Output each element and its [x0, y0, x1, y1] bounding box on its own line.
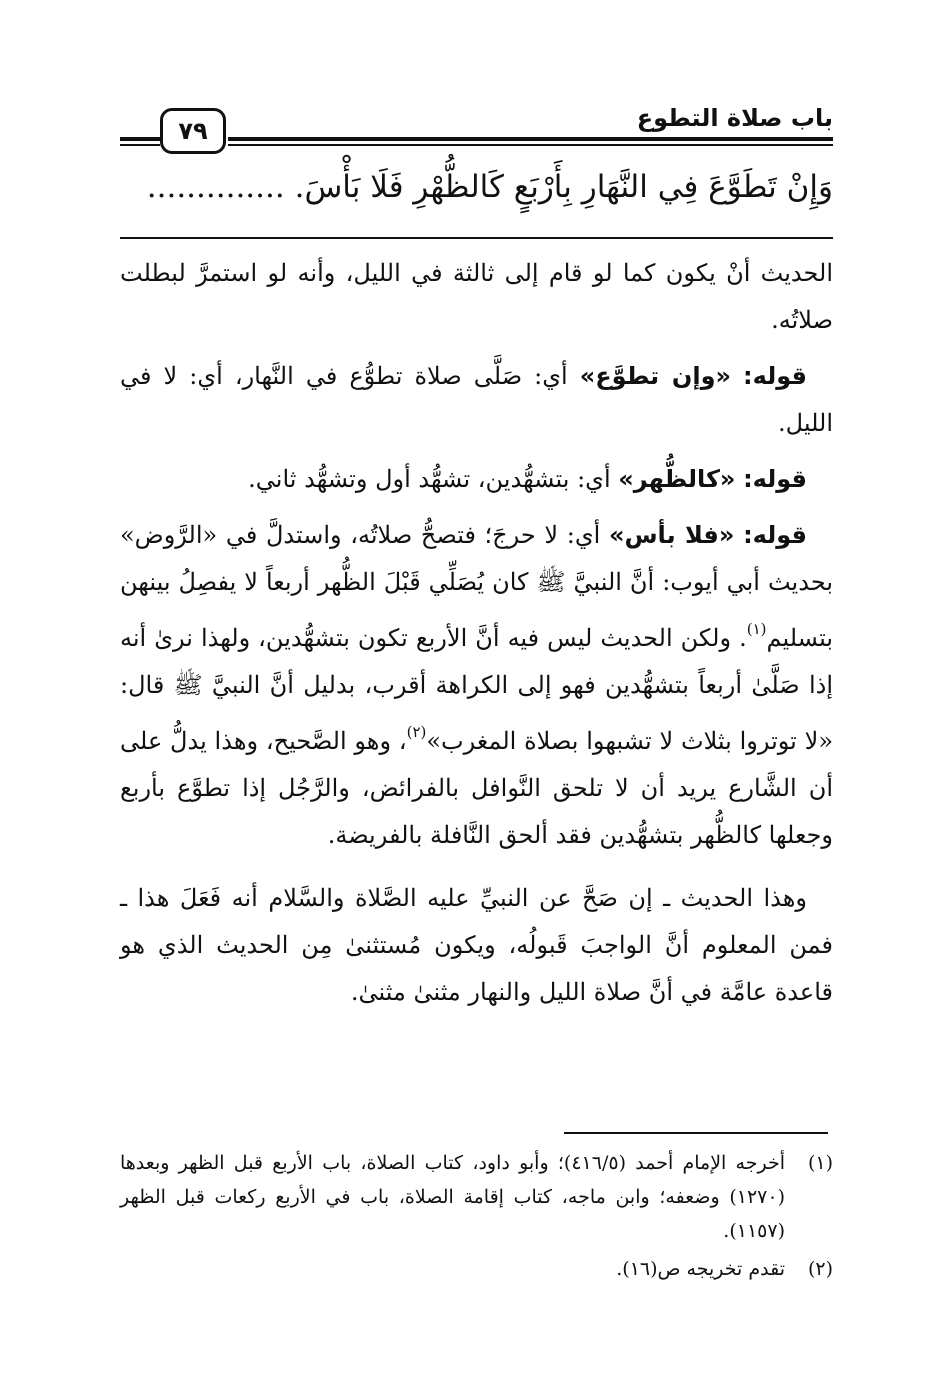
paragraph-4-text-a: أي: لا حرجَ؛ فتصحُّ صلاتُه، واستدلَّ في «الرَّوض» بحديث أبي أيوب: أنَّ النبيَّ ﷺ كان يُصَلِّي قَبْلَ الظُّهر أربعاً لا يفصِلُ بينهن بتسليم: [120, 521, 833, 652]
qawluh-label: قوله:: [743, 521, 807, 549]
footnote-number: (١): [807, 1152, 833, 1174]
footnote-2: [120, 1252, 833, 1286]
matn-line: [120, 162, 833, 212]
quoted-term: «وإن تطوَّع»: [579, 362, 731, 390]
header-rule-thin: [228, 144, 833, 146]
footnote-separator: [564, 1132, 828, 1134]
paragraph-4-text-b: . ولكن الحديث ليس فيه أنَّ الأربع تكون بتشهُّدين، ولهذا نرىٰ أنه إذا صَلَّىٰ أربعاً بتشهُّدين فهو إلى الكراهة أقرب، بدليل أنَّ النبيَّ ﷺ قال: «لا توتروا بثلاث لا تشبهوا بصلاة المغرب»: [120, 624, 834, 755]
paragraph-1: الحديث أنْ يكون كما لو قام إلى ثالثة في الليل، وأنه لو استمرَّ لبطلت صلاتُه.: [120, 259, 833, 334]
footnote-ref-1[interactable]: (١): [746, 620, 767, 638]
quoted-term: «كالظُّهر»: [618, 465, 736, 493]
running-head: باب صلاة التطوع: [636, 104, 833, 132]
footnote-text: أخرجه الإمام أحمد (٤١٦/٥)؛ وأبو داود، كتاب الصلاة، باب الأربع قبل الظهر وبعدها (١٢٧٠) وضعفه؛ وابن ماجه، كتاب إقامة الصلاة، باب في الأربع ركعات قبل الظهر (١١٥٧).: [120, 1152, 785, 1242]
matn-dots: ..............: [146, 169, 285, 205]
qawluh-label: قوله:: [743, 465, 807, 493]
paragraph-3-text: أي: بتشهُّدين، تشهُّد أول وتشهُّد ثاني.: [248, 465, 611, 493]
matn-text: وَإِنْ تَطَوَّعَ فِي النَّهَارِ بِأَرْبَعٍ كَالظُّهْرِ فَلَا بَأْسَ.: [294, 169, 833, 205]
header-rule-thick: [228, 137, 833, 141]
footnote-1: [120, 1146, 833, 1248]
matn-rule: [120, 237, 833, 239]
paragraph-5: [120, 875, 833, 1016]
paragraph-2: [120, 353, 833, 447]
paragraph-3: [120, 456, 833, 503]
footnote-ref-2[interactable]: (٢): [406, 723, 427, 741]
body-text: [120, 250, 833, 1016]
paragraph-4-text-c: ، وهو الصَّحيح، وهذا يدلُّ على أن الشَّارع يريد أن لا تلحق النَّوافل بالفرائض، والرَّجُل إذا تطوَّع بأربع وجعلها كالظُّهر بتشهُّدين فقد ألحق النَّافلة بالفريضة.: [120, 727, 833, 849]
paragraph-2-text: أي: صَلَّى صلاة تطوُّع في النَّهار، أي: لا في الليل.: [120, 362, 833, 437]
header-rule-left-thin: [120, 144, 160, 146]
paragraph-4: [120, 512, 833, 859]
quoted-term: «فلا بأس»: [608, 521, 735, 549]
footnote-text: تقدم تخريجه ص(١٦).: [616, 1258, 785, 1280]
header-rule-left-thick: [120, 137, 160, 141]
paragraph-5-text: وهذا الحديث ـ إن صَحَّ عن النبيِّ عليه الصَّلاة والسَّلام أنه فَعَلَ هذا ـ فمن المعلوم أنَّ الواجبَ قَبولُه، ويكون مُستثنىٰ مِن الحديث الذي هو قاعدة عامَّة في أنَّ صلاة الليل والنهار مثنىٰ مثنىٰ.: [120, 884, 833, 1006]
footnote-number: (٢): [807, 1258, 833, 1280]
page-number: ٧٩: [160, 108, 226, 154]
qawluh-label: قوله:: [743, 362, 807, 390]
footnotes: [120, 1146, 833, 1286]
